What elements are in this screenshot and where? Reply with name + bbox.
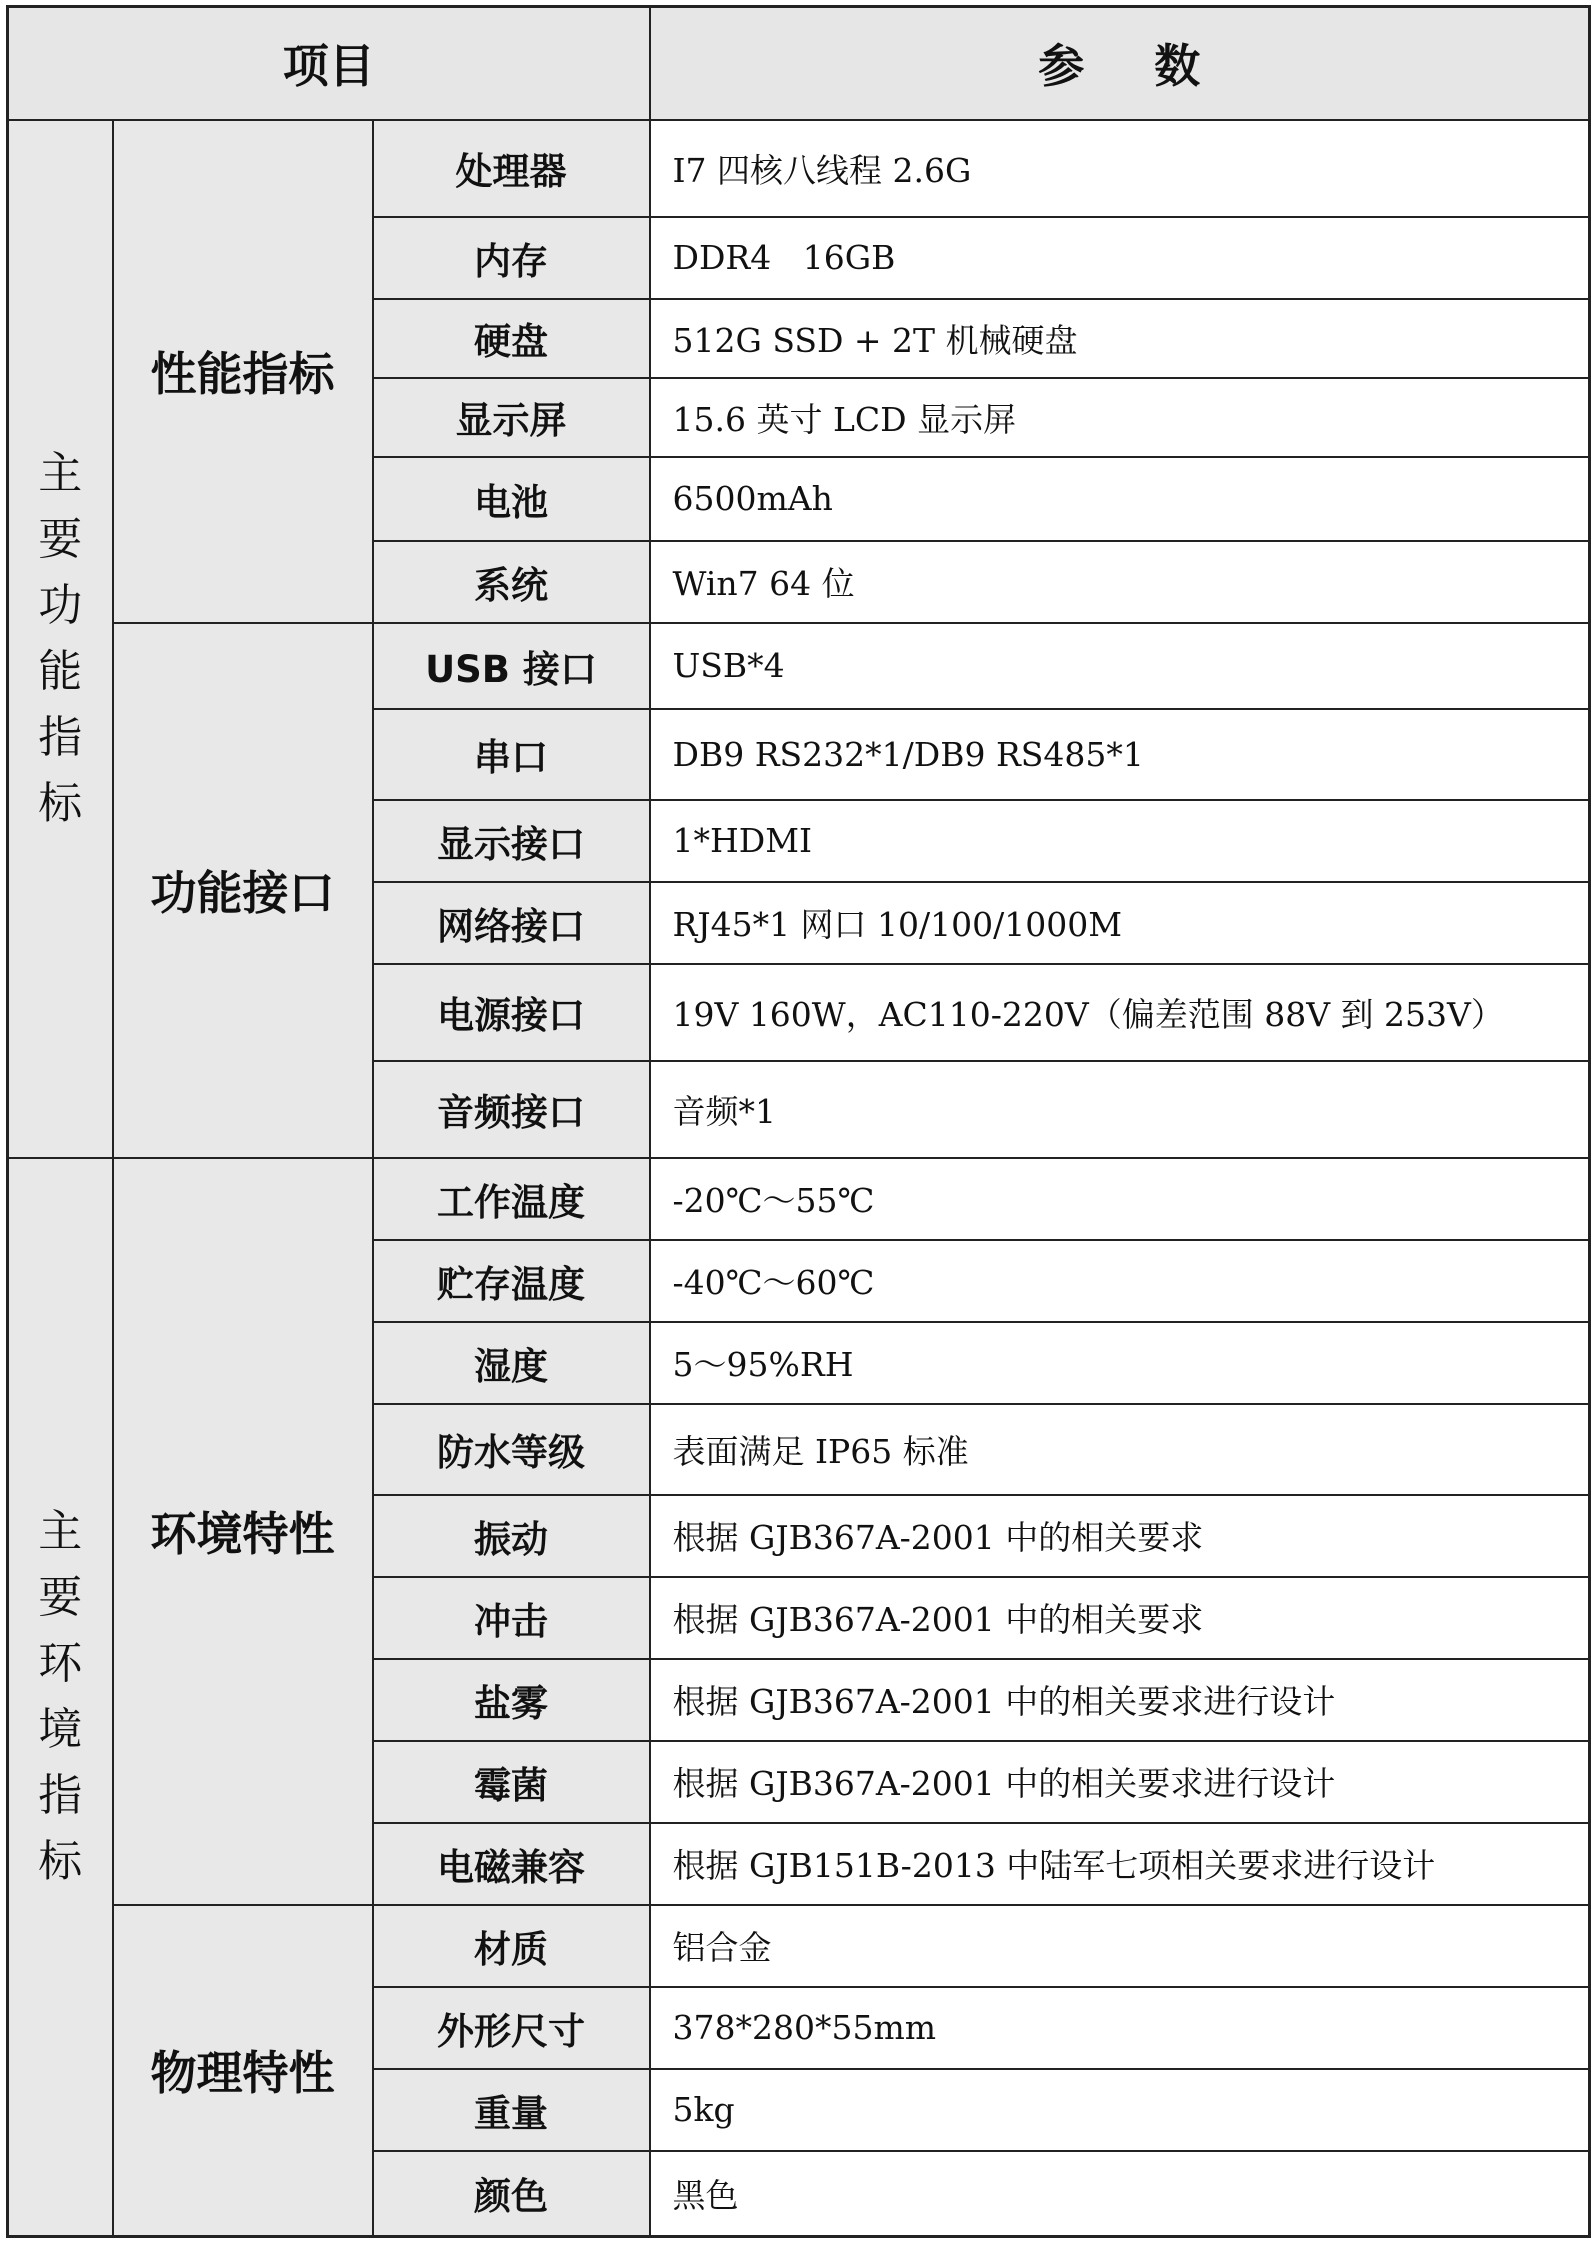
spec-table <box>6 5 1591 2238</box>
item-value: Win7 64 位 <box>650 541 1590 623</box>
item-value: 378*280*55mm <box>650 1987 1590 2069</box>
subcategory-label: 性能指标 <box>113 120 373 623</box>
item-label: 湿度 <box>373 1322 650 1404</box>
item-label: 显示屏 <box>373 378 650 457</box>
header-params: 参数 <box>650 7 1590 120</box>
category-label: 主要环境指标 <box>38 1505 83 1887</box>
item-value: 5kg <box>650 2069 1590 2151</box>
item-value: 表面满足 IP65 标准 <box>650 1404 1590 1495</box>
item-label: 防水等级 <box>373 1404 650 1495</box>
item-label: 电源接口 <box>373 964 650 1061</box>
table-row <box>8 1158 1590 1240</box>
subcategory-label: 功能接口 <box>113 623 373 1158</box>
item-label: 工作温度 <box>373 1158 650 1240</box>
item-label: 外形尺寸 <box>373 1987 650 2069</box>
item-label: 硬盘 <box>373 299 650 378</box>
item-value: 黑色 <box>650 2151 1590 2237</box>
item-value: DB9 RS232*1/DB9 RS485*1 <box>650 709 1590 800</box>
item-label: 振动 <box>373 1495 650 1577</box>
item-label: 盐雾 <box>373 1659 650 1741</box>
item-label: 贮存温度 <box>373 1240 650 1322</box>
item-value: RJ45*1 网口 10/100/1000M <box>650 882 1590 964</box>
spec-table-body <box>8 7 1590 2237</box>
item-value: 6500mAh <box>650 457 1590 541</box>
item-label: 冲击 <box>373 1577 650 1659</box>
item-value: 音频*1 <box>650 1061 1590 1158</box>
header-row <box>8 7 1590 120</box>
item-label: 处理器 <box>373 120 650 217</box>
item-value: 根据 GJB367A-2001 中的相关要求进行设计 <box>650 1659 1590 1741</box>
item-label: 内存 <box>373 217 650 299</box>
item-value: USB*4 <box>650 623 1590 709</box>
item-label: 网络接口 <box>373 882 650 964</box>
category-cell <box>8 120 113 1158</box>
category-label: 主要功能指标 <box>38 447 83 829</box>
item-value: 5～95%RH <box>650 1322 1590 1404</box>
item-value: -40℃～60℃ <box>650 1240 1590 1322</box>
item-label: 系统 <box>373 541 650 623</box>
item-value: DDR4 16GB <box>650 217 1590 299</box>
item-value: 19V 160W，AC110-220V（偏差范围 88V 到 253V） <box>650 964 1590 1061</box>
table-row <box>8 120 1590 217</box>
item-label: 音频接口 <box>373 1061 650 1158</box>
item-value: 1*HDMI <box>650 800 1590 882</box>
item-label: 颜色 <box>373 2151 650 2237</box>
item-value: -20℃～55℃ <box>650 1158 1590 1240</box>
item-value: I7 四核八线程 2.6G <box>650 120 1590 217</box>
item-label: 电池 <box>373 457 650 541</box>
item-label: 显示接口 <box>373 800 650 882</box>
table-row <box>8 1905 1590 1987</box>
table-row <box>8 623 1590 709</box>
item-value: 根据 GJB367A-2001 中的相关要求进行设计 <box>650 1741 1590 1823</box>
item-label: 材质 <box>373 1905 650 1987</box>
item-label: USB 接口 <box>373 623 650 709</box>
item-value: 15.6 英寸 LCD 显示屏 <box>650 378 1590 457</box>
item-label: 重量 <box>373 2069 650 2151</box>
item-label: 电磁兼容 <box>373 1823 650 1905</box>
item-value: 512G SSD + 2T 机械硬盘 <box>650 299 1590 378</box>
item-value: 铝合金 <box>650 1905 1590 1987</box>
category-cell <box>8 1158 113 2237</box>
subcategory-label: 环境特性 <box>113 1158 373 1905</box>
header-item: 项目 <box>8 7 650 120</box>
item-label: 串口 <box>373 709 650 800</box>
item-label: 霉菌 <box>373 1741 650 1823</box>
item-value: 根据 GJB367A-2001 中的相关要求 <box>650 1577 1590 1659</box>
item-value: 根据 GJB367A-2001 中的相关要求 <box>650 1495 1590 1577</box>
subcategory-label: 物理特性 <box>113 1905 373 2237</box>
item-value: 根据 GJB151B-2013 中陆军七项相关要求进行设计 <box>650 1823 1590 1905</box>
